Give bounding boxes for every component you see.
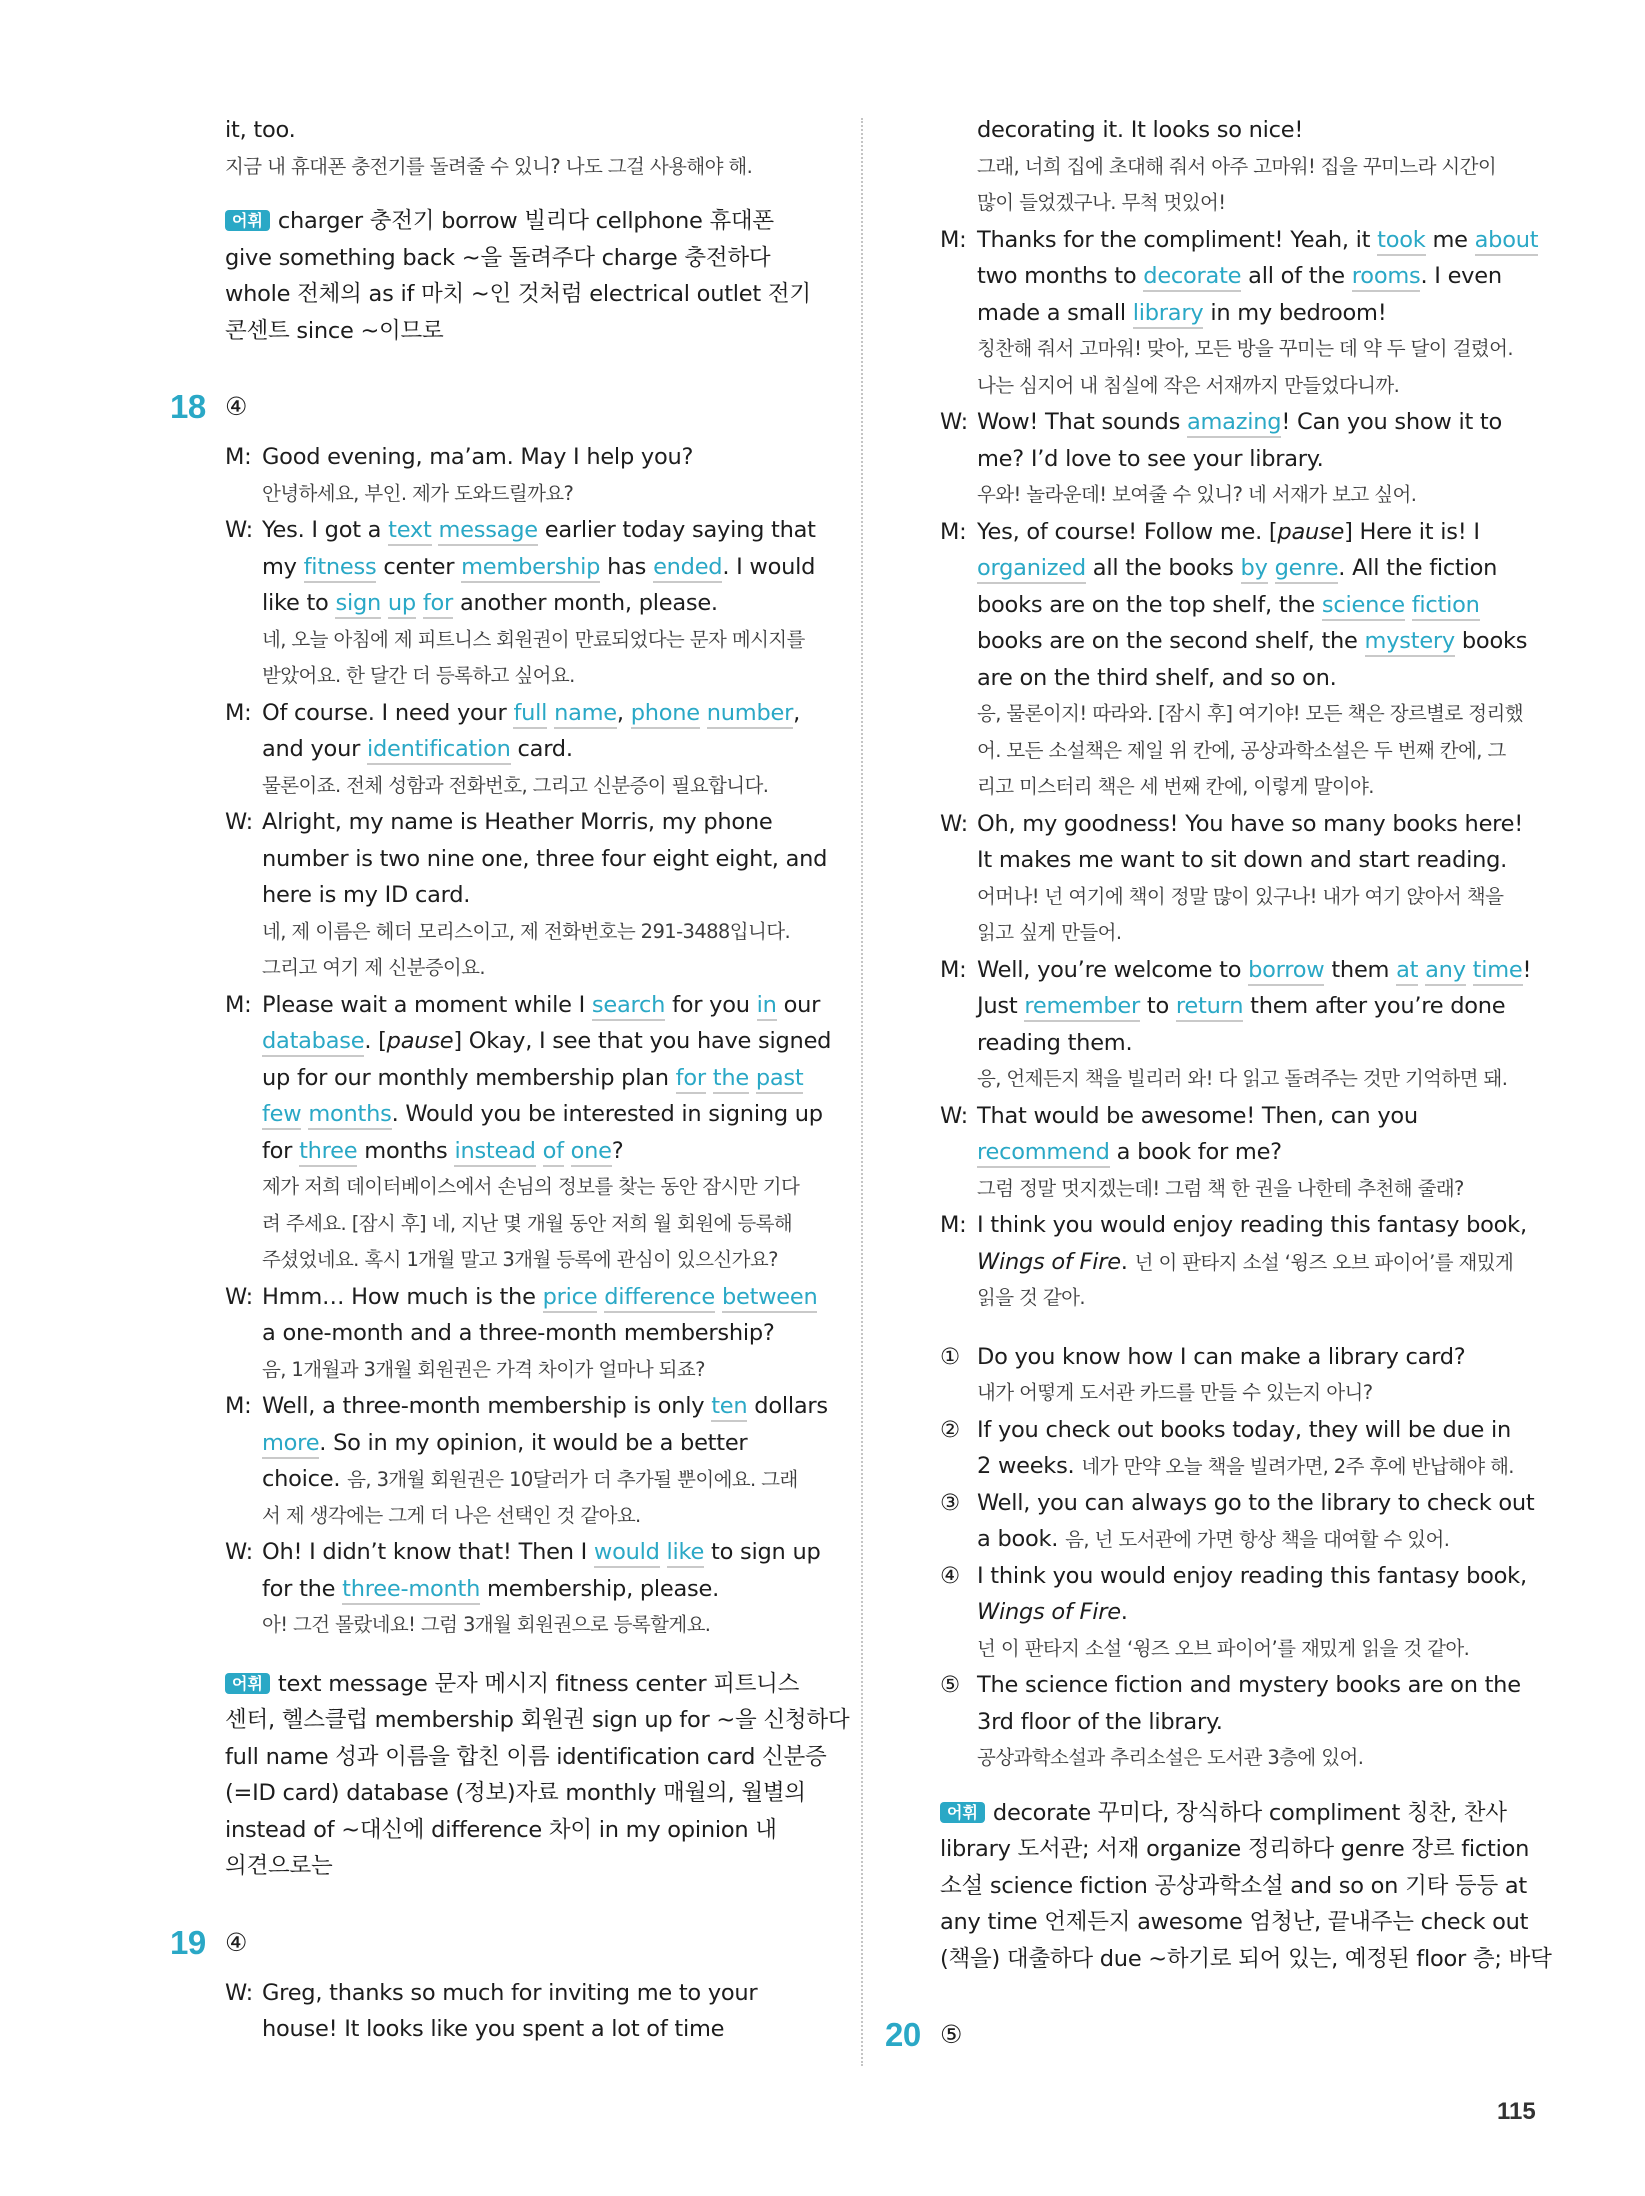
dialog-line	[940, 806, 1562, 843]
dialog-text: a book for me?	[1116, 1139, 1282, 1165]
keyword: the	[713, 1065, 749, 1094]
keyword: three-month	[342, 1576, 480, 1605]
answer-option	[940, 1558, 1562, 1595]
dialog-text: . Would you be interested in signing up	[391, 1101, 823, 1127]
dialog-line	[225, 1279, 847, 1316]
dialog-text: . So in my opinion, it would be a better	[319, 1429, 748, 1456]
dialog-line	[225, 549, 847, 586]
dialog-line	[225, 1461, 847, 1498]
vocab-text: text message 문자 메시지 fitness center 피트니스	[277, 1670, 800, 1697]
speaker-label: W:	[225, 1539, 254, 1565]
korean-translation: 응, 물론이지! 따라와. [잠시 후] 여기야! 모든 책은 장르별로 정리했	[977, 702, 1523, 725]
korean-translation: 리고 미스터리 책은 세 번째 칸에, 이렇게 말이야.	[977, 775, 1374, 798]
keyword: remember	[1024, 993, 1140, 1022]
dialog-text: ] Here it is! I	[1344, 518, 1480, 545]
dialog-line	[225, 1096, 847, 1133]
vocab-badge: 어휘	[225, 210, 270, 231]
option-text: Well, you can always go to the library to check out	[977, 1489, 1535, 1516]
dialog-text: to sign up	[711, 1539, 821, 1565]
keyword: name	[554, 700, 617, 729]
right-column	[885, 112, 1562, 2059]
speaker-label: M:	[940, 518, 967, 545]
speaker-label: M:	[225, 444, 252, 470]
option-text: Do you know how I can make a library card?	[977, 1343, 1466, 1370]
dialog-text: Greg, thanks so much for inviting me to your	[262, 1979, 758, 2006]
keyword: identification	[367, 736, 511, 765]
korean-translation: 받았어요. 한 달간 더 등록하고 싶어요.	[262, 664, 575, 687]
dialog-line	[225, 585, 847, 622]
korean-translation: 네, 제 이름은 헤더 모리스이고, 제 전화번호는 291-3488입니다.	[262, 919, 791, 943]
korean-translation: 나는 심지어 내 침실에 작은 서재까지 만들었다니까.	[977, 373, 1400, 397]
korean-translation: 넌 이 판타지 소설 ‘윙즈 오브 파이어’를 재밌게 읽을 것 같아.	[977, 1636, 1470, 1660]
dialog-text: Well, you’re welcome to	[977, 956, 1242, 983]
keyword: between	[722, 1284, 818, 1313]
keyword: amazing	[1187, 409, 1281, 438]
dialog-line	[225, 1388, 847, 1425]
dialog-text: ] Okay, I see that you have signed	[453, 1028, 832, 1054]
dialog-line	[225, 1975, 847, 2012]
dialog-line: are on the third shelf, and so on.	[977, 664, 1337, 691]
option-text: .	[1120, 1599, 1128, 1625]
dialog-text: for	[262, 1137, 293, 1164]
keyword: took	[1377, 227, 1425, 256]
dialog-text: all of the	[1248, 263, 1345, 289]
dialog-text: them	[1331, 956, 1390, 983]
keyword: in	[757, 992, 777, 1021]
dialog-line	[940, 623, 1562, 660]
speaker-label: W:	[225, 809, 254, 835]
keyword: search	[592, 992, 665, 1021]
dialog-line	[225, 512, 847, 549]
dialog-line	[940, 1134, 1562, 1171]
answer-option	[940, 1448, 1562, 1485]
answer-mark: ④	[225, 392, 248, 421]
keyword: one	[571, 1138, 612, 1167]
korean-translation: 많이 들었겠구나. 무척 멋있어!	[977, 191, 1226, 214]
dialog-line	[940, 295, 1562, 332]
answer-option: 3rd floor of the library.	[977, 1708, 1223, 1735]
keyword: mystery	[1365, 628, 1455, 657]
option-text: I think you would enjoy reading this fantasy book,	[977, 1562, 1527, 1589]
dialog-text: in my bedroom!	[1210, 299, 1387, 326]
keyword: rooms	[1352, 263, 1421, 292]
dialog-text: Alright, my name is Heather Morris, my phone	[262, 809, 773, 835]
keyword: past	[756, 1065, 804, 1094]
korean-translation: 물론이죠. 전체 성함과 전화번호, 그리고 신분증이 필요합니다.	[262, 773, 769, 797]
option-number: ④	[940, 1562, 960, 1589]
korean-translation: 음, 3개월 회원권은 10달러가 더 추가될 뿐이에요. 그래	[347, 1468, 798, 1491]
dialog-line: It makes me want to sit down and start reading.	[977, 847, 1508, 873]
dialog-text: !	[1522, 956, 1532, 983]
keyword: at	[1396, 957, 1418, 986]
vocab-line: (=ID card) database (정보)자료 monthly 매월의, 월별의	[225, 1780, 806, 1806]
korean-translation: 네가 만약 오늘 책을 빌려가면, 2주 후에 반납해야 해.	[1081, 1455, 1514, 1478]
keyword: membership	[461, 554, 600, 583]
keyword: phone	[631, 700, 700, 729]
stage-direction: pause	[386, 1028, 454, 1054]
dialog-text: like to	[262, 590, 329, 616]
dialog-text: books are on the top shelf, the	[977, 591, 1316, 618]
vocab-line: any time 언제든지 awesome 엄청난, 끝내주는 check out	[940, 1909, 1529, 1935]
option-text: If you check out books today, they will be due in	[977, 1416, 1512, 1443]
vocab-badge: 어휘	[940, 1802, 985, 1823]
keyword: ended	[653, 554, 722, 583]
dialog-text: Yes, of course! Follow me. [	[977, 518, 1278, 545]
korean-translation: 읽을 것 같아.	[977, 1286, 1085, 1309]
korean-translation: 어머나! 넌 여기에 책이 정말 많이 있구나! 내가 여기 앉아서 책을	[977, 884, 1504, 908]
dialog-text: . I even	[1420, 263, 1502, 289]
dialog-line	[940, 1207, 1562, 1244]
dialog-text: for the	[262, 1575, 336, 1602]
option-number: ①	[940, 1343, 960, 1370]
dialog-text: me	[1432, 226, 1468, 253]
dialog-line	[940, 514, 1562, 551]
dialog-text: two months to	[977, 263, 1137, 289]
korean-translation: 내가 어떻게 도서관 카드를 만들 수 있는지 아니?	[977, 1381, 1373, 1404]
dialog-text: That would be awesome! Then, can you	[977, 1102, 1418, 1129]
keyword: library	[1133, 300, 1204, 329]
stage-direction: pause	[1277, 518, 1345, 545]
dialog-text: Wow! That sounds	[977, 409, 1181, 435]
question-number: 18	[170, 388, 206, 425]
dialog-text: ?	[611, 1137, 624, 1164]
question-header	[170, 383, 847, 431]
answer-option	[940, 1594, 1562, 1631]
korean-translation: 안녕하세요, 부인. 제가 도와드릴까요?	[262, 481, 574, 505]
keyword: more	[262, 1430, 319, 1459]
keyword: for	[423, 590, 453, 619]
keyword: instead	[454, 1138, 535, 1167]
option-text: a book.	[977, 1526, 1059, 1552]
keyword: any	[1425, 957, 1466, 986]
vocab-line: library 도서관; 서재 organize 정리하다 genre 장르 fiction	[940, 1836, 1530, 1862]
dialog-text: dollars	[754, 1393, 828, 1419]
keyword: up	[388, 590, 416, 619]
dialog-text: up for our monthly membership plan	[262, 1064, 669, 1091]
dialog-line	[225, 1571, 847, 1608]
keyword: months	[308, 1101, 391, 1130]
keyword: difference	[604, 1284, 715, 1313]
question-header	[170, 1919, 847, 1967]
dialog-continuation: decorating it. It looks so nice!	[977, 117, 1304, 143]
korean-translation: 칭찬해 줘서 고마워! 맞아, 모든 방을 꾸미는 데 약 두 달이 걸렸어.	[977, 337, 1513, 360]
speaker-label: M:	[225, 1393, 252, 1419]
keyword: decorate	[1143, 263, 1241, 292]
korean-translation: 려 주세요. [잠시 후] 네, 지난 몇 개월 동안 저희 월 회원에 등록해	[262, 1211, 793, 1235]
keyword: three	[299, 1138, 357, 1167]
dialog-line	[940, 1244, 1562, 1281]
dialog-text: Well, a three-month membership is only	[262, 1393, 705, 1419]
vocab-line: (책을) 대출하다 due ~하기로 되어 있는, 예정된 floor 층; 바닥	[940, 1945, 1552, 1972]
question-number: 20	[885, 2016, 921, 2053]
vocab-line: whole 전체의 as if 마치 ~인 것처럼 electrical outlet 전기	[225, 281, 811, 307]
korean-translation: 그리고 여기 제 신분증이요.	[262, 956, 486, 979]
korean-translation: 지금 내 휴대폰 충전기를 돌려줄 수 있니? 나도 그걸 사용해야 해.	[225, 154, 753, 178]
speaker-label: W:	[225, 517, 254, 543]
answer-mark: ⑤	[940, 2020, 963, 2049]
dialog-text: for you	[672, 991, 750, 1018]
vocab-text: decorate 꾸미다, 장식하다 compliment 칭찬, 찬사	[992, 1799, 1507, 1826]
column-divider	[861, 118, 863, 2066]
dialog-text: my	[262, 553, 297, 580]
dialog-text: .	[1120, 1248, 1128, 1275]
dialog-text: books are on the second shelf, the	[977, 628, 1358, 654]
answer-option	[940, 1339, 1562, 1376]
vocab-line: 의견으로는	[225, 1853, 333, 1879]
speaker-label: M:	[225, 699, 252, 726]
keyword: database	[262, 1028, 364, 1057]
speaker-label: W:	[940, 810, 969, 837]
vocab-line: give something back ~을 돌려주다 charge 충전하다	[225, 244, 771, 271]
vocab-line: full name 성과 이름을 합친 이름 identification card 신분증	[225, 1743, 827, 1770]
answer-option	[940, 1485, 1562, 1522]
dialog-line: here is my ID card.	[262, 882, 471, 908]
dialog-text: Good evening, ma’am. May I help you?	[262, 444, 694, 470]
dialog-text: Thanks for the compliment! Yeah, it	[977, 226, 1371, 253]
dialog-text: card.	[517, 736, 573, 762]
speaker-label: W:	[940, 1102, 969, 1129]
option-text: 2 weeks.	[977, 1453, 1075, 1479]
dialog-line	[940, 550, 1562, 587]
keyword: like	[667, 1539, 705, 1568]
keyword: sign	[335, 590, 381, 619]
vocab-line: 센터, 헬스클럽 membership 회원권 sign up for ~을 신청하다	[225, 1707, 850, 1733]
answer-option	[940, 1521, 1562, 1558]
speaker-label: W:	[225, 1979, 254, 2006]
keyword: for	[676, 1065, 706, 1094]
dialog-text: membership, please.	[487, 1575, 720, 1602]
vocab-line	[225, 203, 847, 240]
keyword: of	[543, 1138, 564, 1167]
speaker-label: W:	[940, 409, 969, 435]
answer-mark: ④	[225, 1927, 248, 1957]
dialog-text: months	[364, 1137, 448, 1164]
vocab-text: charger 충전기 borrow 빌리다 cellphone 휴대폰	[277, 208, 774, 234]
speaker-label: W:	[225, 1283, 254, 1310]
dialog-text: made a small	[977, 299, 1126, 326]
korean-translation: 응, 언제든지 책을 빌리러 와! 다 읽고 돌려주는 것만 기억하면 돼.	[977, 1067, 1508, 1090]
vocab-line: instead of ~대신에 difference 차이 in my opinion 내	[225, 1816, 777, 1843]
dialog-text: all the books	[1092, 555, 1234, 581]
dialog-line	[940, 404, 1562, 441]
dialog-line: me? I’d love to see your library.	[977, 445, 1324, 472]
answer-option	[940, 1667, 1562, 1704]
vocab-line: 소설 science fiction 공상과학소설 and so on 기타 등등 at	[940, 1872, 1527, 1899]
keyword: genre	[1275, 555, 1339, 584]
korean-translation: 그럼 정말 멋지겠는데! 그럼 책 한 권을 나한테 추천해 줄래?	[977, 1176, 1464, 1200]
dialog-line	[225, 1534, 847, 1571]
book-title: Wings of Fire	[977, 1599, 1121, 1625]
dialog-text: Please wait a moment while I	[262, 991, 585, 1018]
keyword: ten	[711, 1393, 747, 1422]
keyword: would	[594, 1539, 660, 1568]
keyword: about	[1475, 227, 1539, 256]
dialog-text: ! Can you show it to	[1281, 409, 1503, 435]
keyword: price	[543, 1284, 598, 1313]
keyword: text	[388, 517, 431, 546]
korean-translation: 네, 오늘 아침에 제 피트니스 회원권이 만료되었다는 문자 메시지를	[262, 627, 805, 651]
vocab-line	[940, 1795, 1562, 1832]
dialog-text: center	[383, 553, 455, 580]
option-text: The science fiction and mystery books are on the	[977, 1672, 1521, 1698]
dialog-text: Yes. I got a	[262, 517, 382, 543]
dialog-line	[940, 258, 1562, 295]
dialog-line	[940, 1098, 1562, 1135]
dialog-text: our	[783, 991, 821, 1018]
dialog-text: them after you’re done	[1250, 993, 1506, 1019]
dialog-line: reading them.	[977, 1029, 1133, 1056]
option-number: ②	[940, 1416, 960, 1443]
keyword: fiction	[1412, 592, 1480, 621]
page-number: 115	[1497, 2098, 1536, 2125]
vocab-badge: 어휘	[225, 1673, 270, 1694]
korean-translation: 어. 모든 소설책은 제일 위 칸에, 공상과학소설은 두 번째 칸에, 그	[977, 738, 1506, 762]
dialog-text: . I would	[722, 553, 816, 580]
korean-translation: 서 제 생각에는 그게 더 나은 선택인 것 같아요.	[262, 1503, 641, 1527]
speaker-label: M:	[225, 991, 252, 1018]
keyword: few	[262, 1101, 301, 1130]
dialog-text: Oh, my goodness! You have so many books here!	[977, 810, 1524, 837]
dialog-line	[225, 1023, 847, 1060]
vocab-line: 콘센트 since ~이므로	[225, 317, 444, 344]
dialog-text: and your	[262, 736, 361, 762]
dialog-line	[940, 952, 1562, 989]
dialog-text: I think you would enjoy reading this fantasy book,	[977, 1212, 1527, 1238]
dialog-continuation: it, too.	[225, 117, 296, 143]
question-number: 19	[170, 1923, 206, 1961]
dialog-line	[225, 987, 847, 1024]
dialog-line: house! It looks like you spent a lot of time	[262, 2016, 725, 2042]
dialog-line	[225, 439, 847, 476]
keyword: message	[438, 517, 537, 546]
keyword: full	[513, 700, 547, 729]
speaker-label: M:	[940, 1212, 967, 1238]
korean-translation: 넌 이 판타지 소설 ‘윙즈 오브 파이어’를 재밌게	[1134, 1250, 1514, 1274]
korean-translation: 음, 1개월과 3개월 회원권은 가격 차이가 얼마나 되죠?	[262, 1357, 705, 1381]
dialog-text: books	[1461, 628, 1528, 654]
dialog-text: earlier today saying that	[544, 517, 816, 543]
dialog-line: a one-month and a three-month membership?	[262, 1320, 775, 1346]
keyword: number	[707, 700, 793, 729]
question-header	[885, 2011, 1562, 2059]
keyword: time	[1473, 957, 1523, 986]
dialog-text: another month, please.	[459, 590, 718, 616]
dialog-text: Hmm… How much is the	[262, 1283, 536, 1310]
keyword: borrow	[1248, 957, 1324, 986]
dialog-line	[225, 1060, 847, 1097]
korean-translation: 음, 넌 도서관에 가면 항상 책을 대여할 수 있어.	[1065, 1528, 1450, 1551]
dialog-text: . All the fiction	[1338, 555, 1498, 581]
option-number: ⑤	[940, 1672, 960, 1698]
keyword: return	[1176, 993, 1243, 1022]
dialog-text: Of course. I need your	[262, 699, 507, 726]
vocab-line	[225, 1666, 847, 1703]
dialog-line	[940, 587, 1562, 624]
keyword: recommend	[977, 1139, 1110, 1168]
answer-option	[940, 1412, 1562, 1449]
keyword: organized	[977, 555, 1086, 584]
dialog-text: . [	[364, 1028, 387, 1054]
dialog-line	[225, 804, 847, 841]
left-column	[170, 112, 850, 2048]
dialog-line	[940, 222, 1562, 259]
dialog-line	[225, 1133, 847, 1170]
dialog-text: to	[1146, 993, 1170, 1019]
keyword: by	[1241, 555, 1268, 584]
korean-translation: 공상과학소설과 추리소설은 도서관 3층에 있어.	[977, 1746, 1364, 1769]
korean-translation: 그래, 너희 집에 초대해 줘서 아주 고마워! 집을 꾸미느라 시간이	[977, 154, 1497, 178]
dialog-line	[225, 1425, 847, 1462]
keyword: science	[1322, 592, 1405, 621]
dialog-line	[225, 731, 847, 768]
dialog-line: number is two nine one, three four eight eight, and	[262, 845, 828, 872]
book-title: Wings of Fire	[977, 1248, 1121, 1275]
dialog-text: choice.	[262, 1466, 341, 1492]
dialog-line: M: Of course. I need your full name, phone number,	[225, 695, 847, 732]
speaker-label: M:	[940, 226, 967, 253]
korean-translation: 제가 저희 데이터베이스에서 손님의 정보를 찾는 동안 잠시만 기다	[262, 1175, 800, 1198]
keyword: fitness	[304, 554, 377, 583]
option-number: ③	[940, 1489, 960, 1516]
korean-translation: 우와! 놀라운데! 보여줄 수 있니? 네 서재가 보고 싶어.	[977, 483, 1417, 506]
korean-translation: 읽고 싶게 만들어.	[977, 921, 1122, 944]
dialog-line	[940, 988, 1562, 1025]
dialog-text: Oh! I didn’t know that! Then I	[262, 1539, 588, 1565]
dialog-text: has	[607, 553, 647, 580]
speaker-label: M:	[940, 956, 967, 983]
korean-translation: 아! 그건 몰랐네요! 그럼 3개월 회원권으로 등록할게요.	[262, 1613, 711, 1636]
korean-translation: 주셨었네요. 혹시 1개월 말고 3개월 등록에 관심이 있으신가요?	[262, 1248, 778, 1271]
dialog-text: Just	[977, 993, 1018, 1019]
